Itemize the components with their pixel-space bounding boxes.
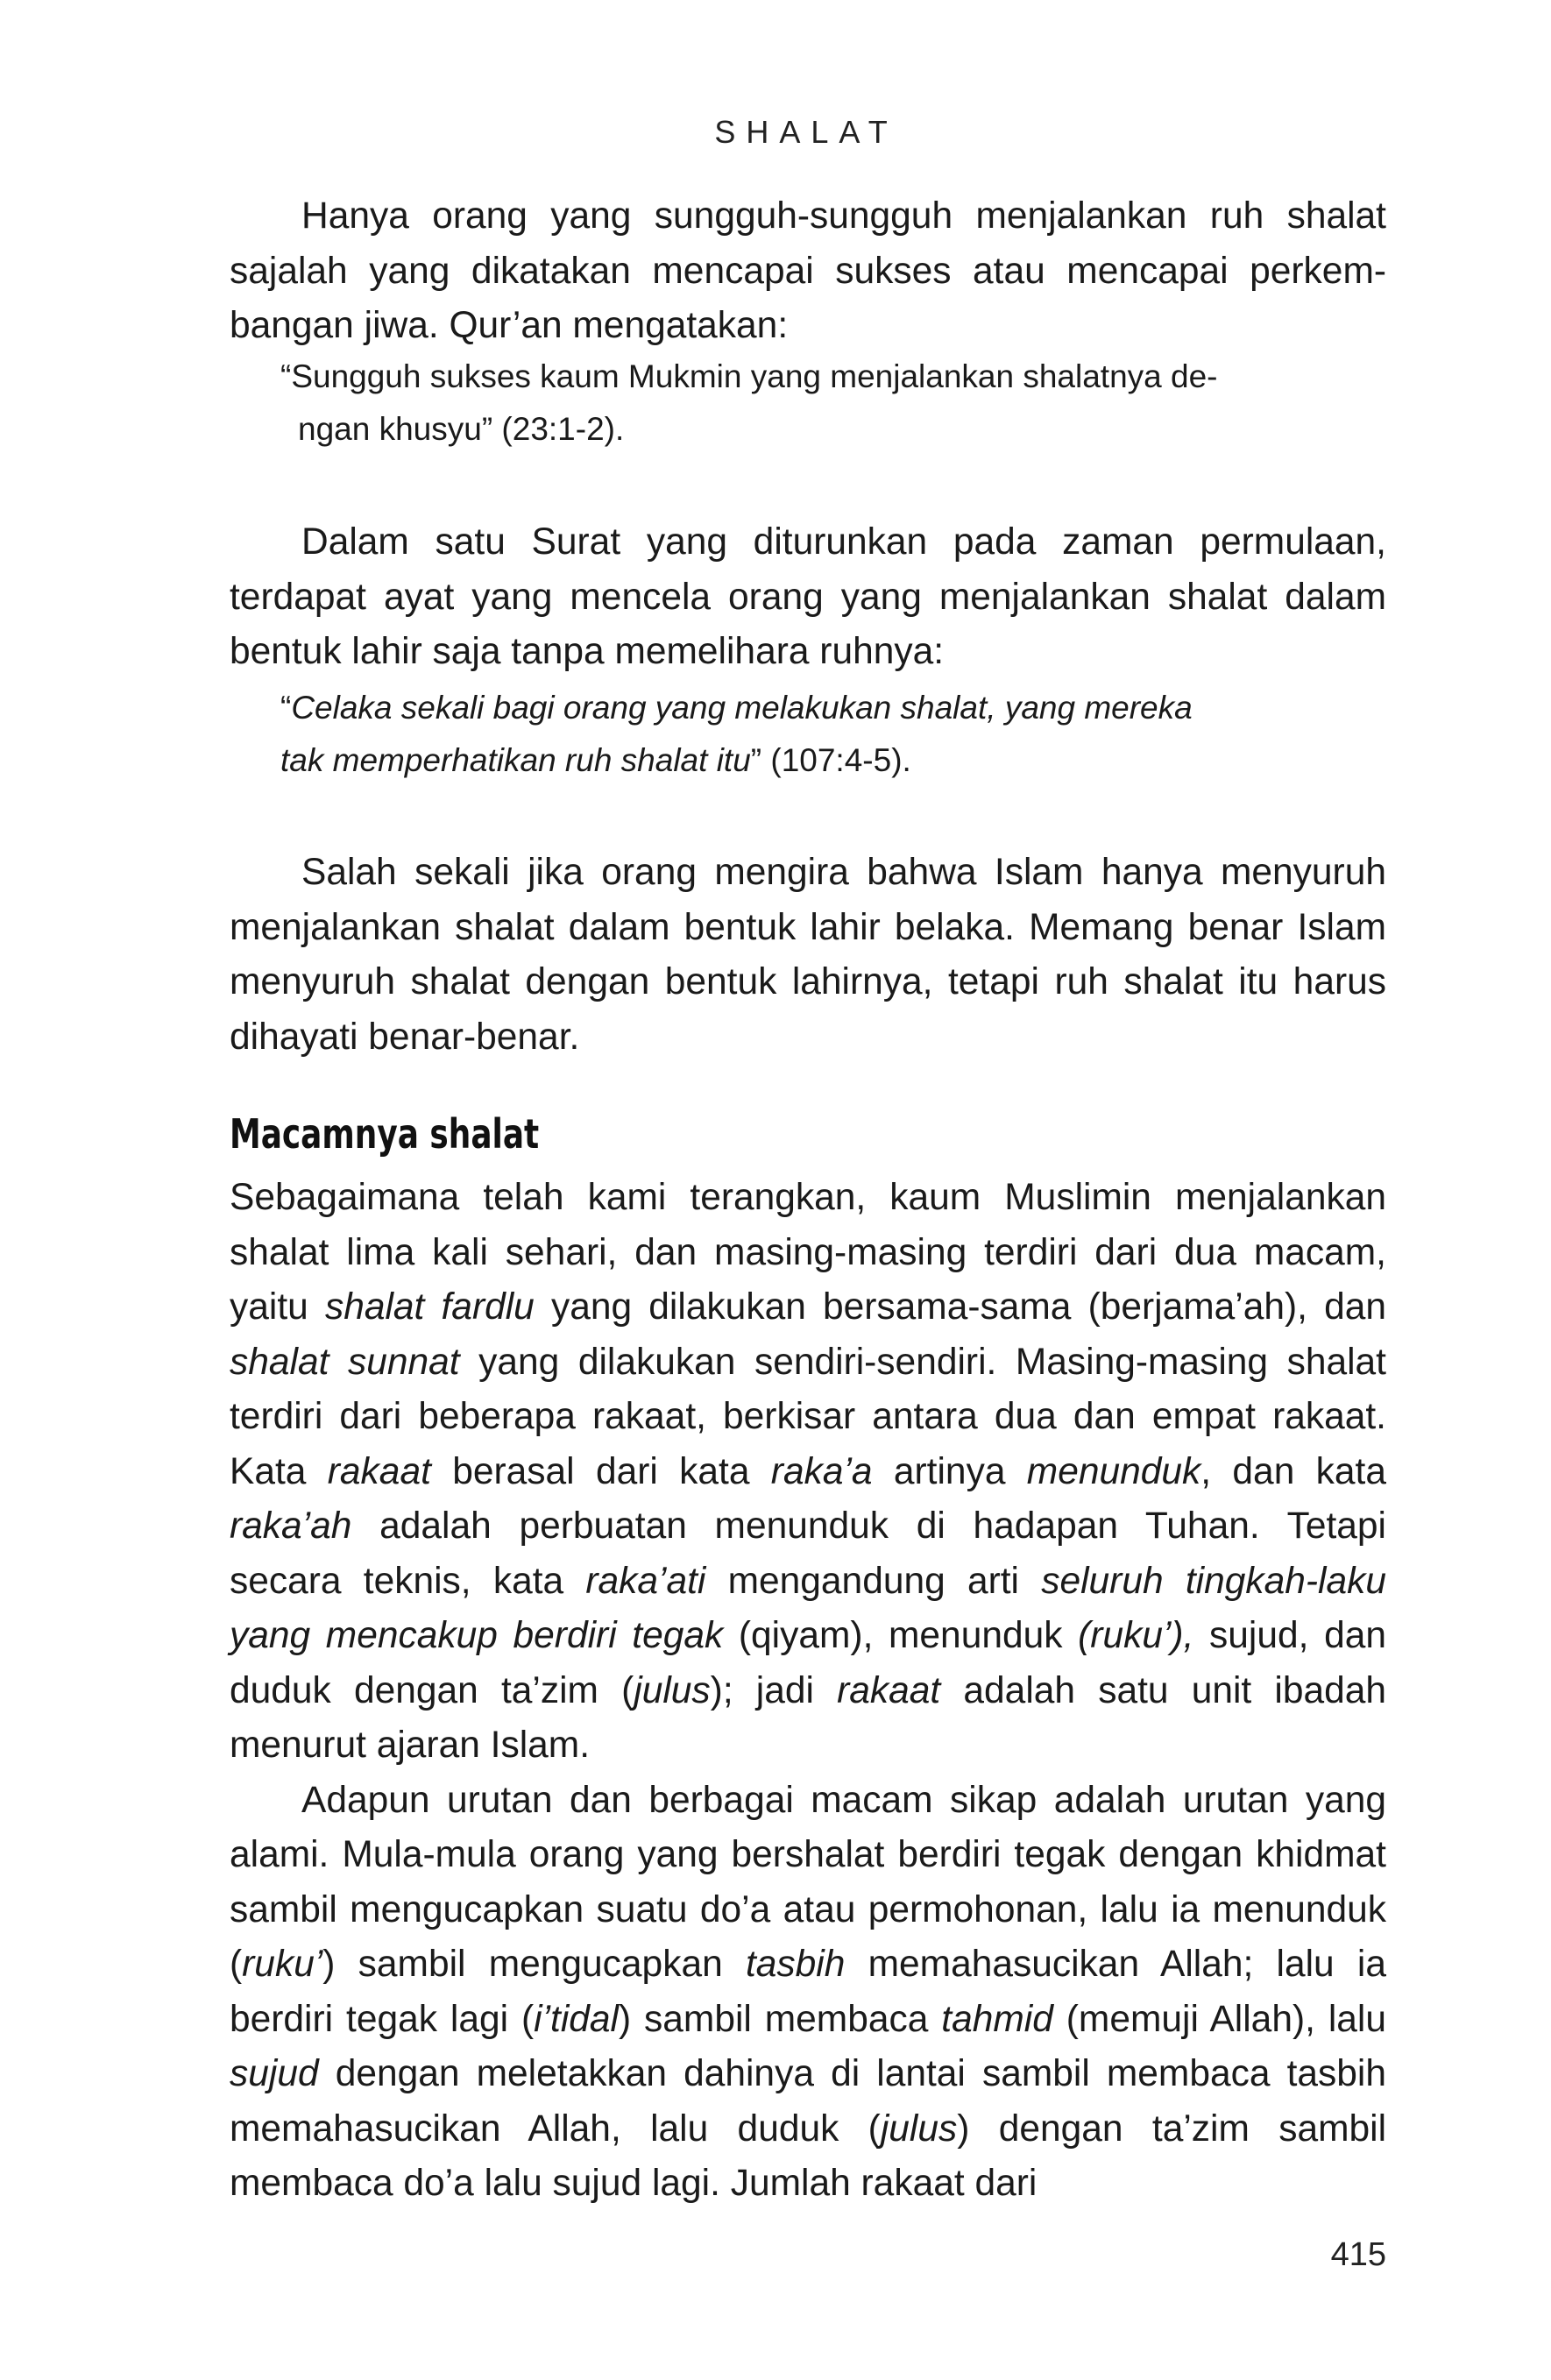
paragraph-text: Sebagaimana telah kami terangkan, kaum Muslimin menjalankan shalat lima kali sehari, dan masing-masing terdiri dari dua macam, yaitu shalat fardlu yang dilakukan bersama-sama (berjama’ah), dan shalat sunnat yang dilakukan sendiri-sendiri. Masing-masing shalat terdiri dari beberapa rakaat, berkisar antara dua dan empat rakaat. Kata rakaat berasal dari kata raka’a artinya menunduk, dan kata raka’ah adalah perbuatan menunduk di hadapan Tuhan. Tetapi secara teknis, kata raka’ati mengandung arti seluruh tingkah-laku yang mencakup berdiri tegak (qiyam), menunduk (ruku’), sujud, dan duduk dengan ta’zim (julus); jadi rakaat adalah satu unit ibadah menurut ajaran Islam. xyxy=(230,1177,1387,1766)
quote-quran-23 xyxy=(280,351,1332,456)
section-heading: Macamnya shalat xyxy=(230,1110,540,1158)
quote-line: tak memperhatikan ruh shalat itu” (107:4-5). xyxy=(280,742,911,778)
paragraph-macam xyxy=(230,1171,1386,2212)
paragraph-text: Salah sekali jika orang mengira bahwa Islam hanya menyuruh menjalankan shalat dalam bentuk lahir belaka. Memang benar Islam menyuruh shalat dengan bentuk lahirnya, tetapi ruh shalat itu harus dihayati benar-benar. xyxy=(230,852,1386,1058)
page-number: 415 xyxy=(1330,2236,1386,2273)
quote-line: “Sungguh sukses kaum Mukmin yang menjalankan shalatnya de- xyxy=(280,358,1218,394)
running-head: SHALAT xyxy=(714,114,898,150)
paragraph-text: Adapun urutan dan berbagai macam sikap adalah urutan yang alami. Mula-mula orang yang bershalat berdiri tegak dengan khidmat sambil mengucapkan suatu do’a atau permohonan, lalu ia menunduk (ruku’) sambil mengucapkan tasbih memahasucikan Allah; lalu ia berdiri tegak lagi (i’tidal) sambil membaca tahmid (memuji Allah), lalu sujud dengan meletakkan dahinya di lantai sambil membaca tasbih memahasucikan Allah, lalu duduk (julus) dengan ta’zim sambil membaca do’a lalu sujud lagi. Jumlah rakaat dari xyxy=(230,1779,1387,2204)
paragraph-salah xyxy=(230,846,1386,1065)
paragraph-text: Dalam satu Surat yang diturunkan pada zaman permulaan, terdapat ayat yang mencela orang yang menjalankan shalat dalam bentuk lahir saja tanpa memelihara ruhnya: xyxy=(230,521,1386,672)
paragraph-surat xyxy=(230,515,1386,680)
quote-quran-107 xyxy=(280,682,1332,787)
paragraph-text: Hanya orang yang sungguh-sungguh menjalankan ruh shalat sajalah yang dikatakan mencapai sukses atau mencapai perkembangan jiwa. Qur’an mengatakan: xyxy=(230,195,1386,346)
quote-line: “Celaka sekali bagi orang yang melakukan shalat, yang mereka xyxy=(280,690,1193,726)
quote-line: ngan khusyu” (23:1-2). xyxy=(298,411,625,447)
paragraph-intro xyxy=(230,189,1386,354)
